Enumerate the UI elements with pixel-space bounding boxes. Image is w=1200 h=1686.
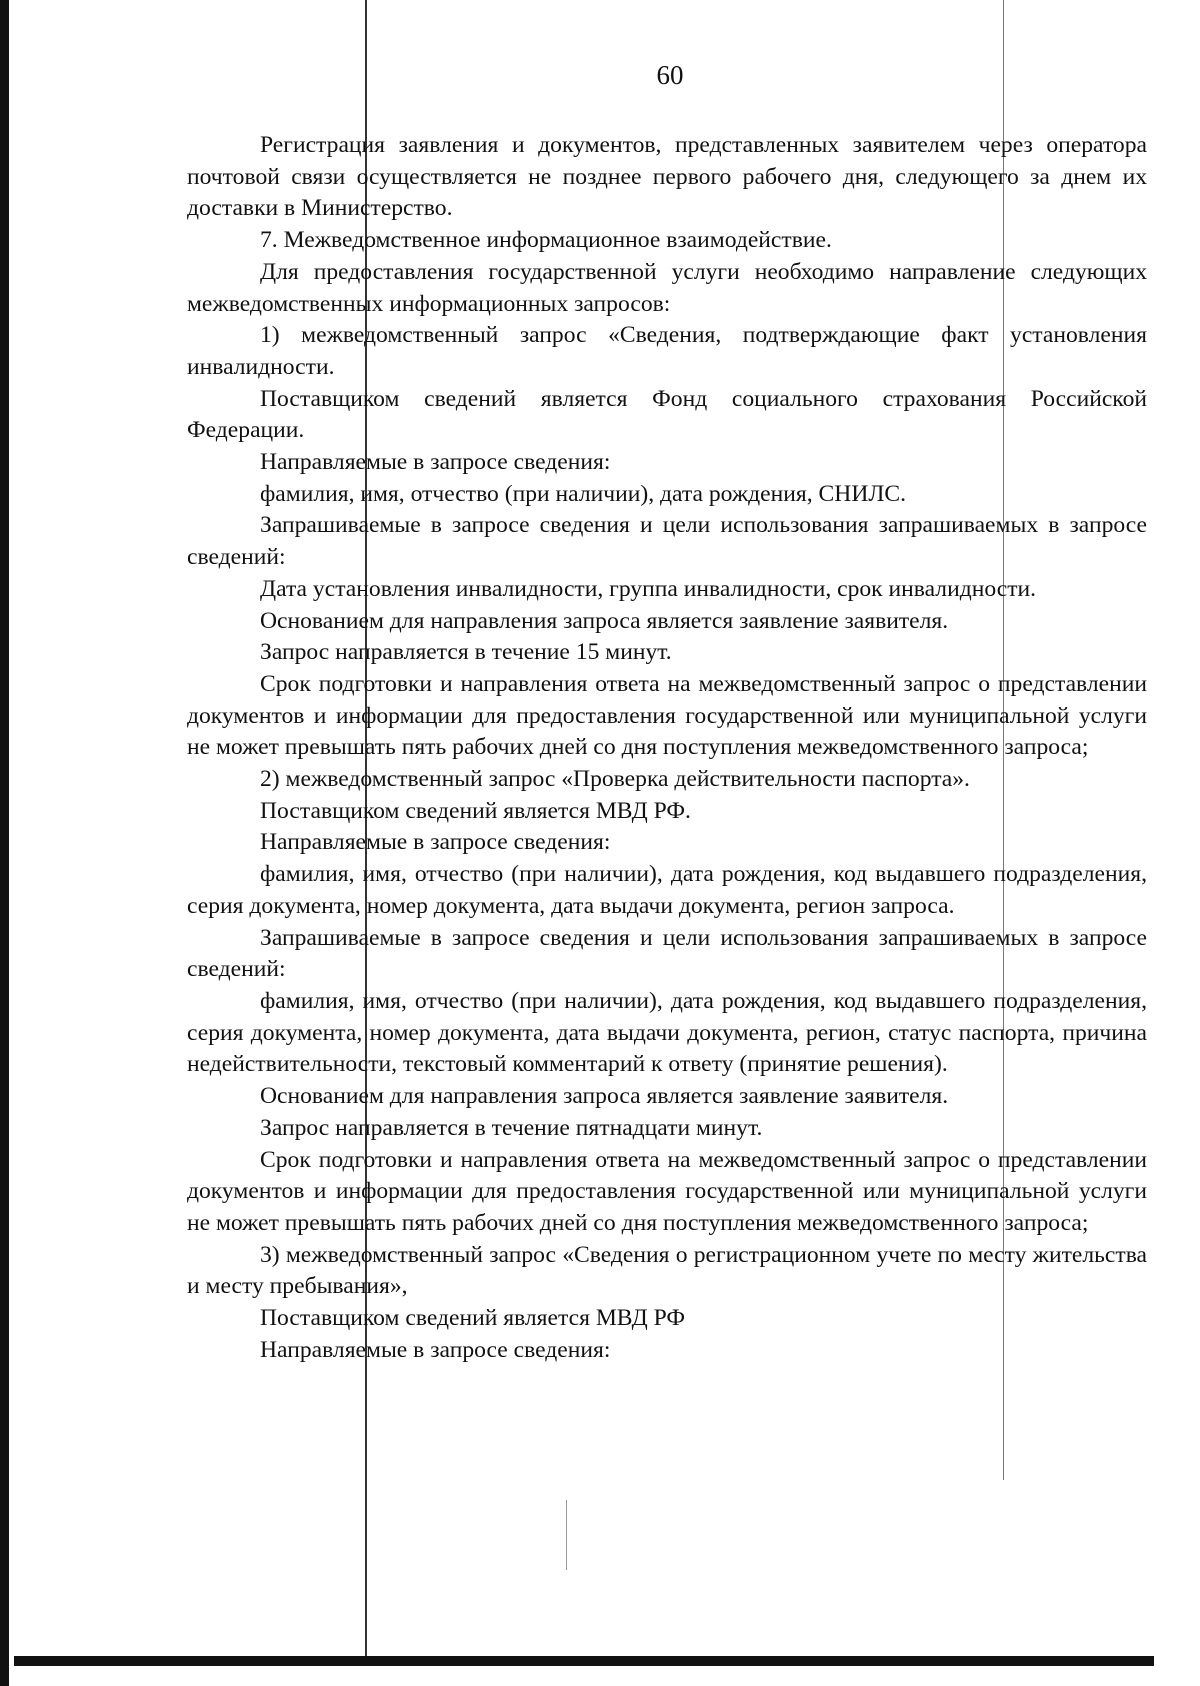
paragraph: 1) межведомственный запрос «Сведения, подтверждающие факт установления инвалидности.: [187, 322, 1147, 380]
paragraph: Поставщиком сведений является МВД РФ: [260, 1305, 685, 1332]
paragraph: Регистрация заявления и документов, представленных заявителем через оператора почтовой связи осуществляется не позднее первого рабочего дня, следующего за днем их доставки в Министерство.: [187, 132, 1147, 222]
paragraph: Дата установления инвалидности, группа инвалидности, срок инвалидности.: [260, 575, 1037, 602]
paragraph: фамилия, имя, отчество (при наличии), дата рождения, код выдавшего подразделения, серия документа, номер документа, дата выдачи документа, регион, статус паспорта, причина недействительности, текстовый комментарий к ответу (принятие решения).: [187, 987, 1147, 1078]
paragraph: фамилия, имя, отчество (при наличии), дата рождения, код выдавшего подразделения, серия документа, номер документа, дата выдачи документа, регион запроса.: [187, 861, 1147, 919]
scan-edge-left: [0, 0, 9, 1686]
paragraph: Основанием для направления запроса является заявление заявителя.: [260, 1083, 949, 1110]
scan-fold-line: [566, 1500, 567, 1570]
paragraph: Срок подготовки и направления ответа на межведомственный запрос о представлении документов и информации для предоставления государственной или муниципальной услуги не может превышать пять рабочих дней со дня поступления межведомственного запроса;: [187, 670, 1147, 761]
paragraph: Направляемые в запросе сведения:: [260, 449, 611, 476]
paragraph: Основанием для направления запроса является заявление заявителя.: [260, 607, 949, 634]
paragraph: Запрос направляется в течение 15 минут.: [260, 639, 672, 666]
page-number: 60: [656, 60, 684, 90]
paragraph: 2) межведомственный запрос «Проверка действительности паспорта».: [260, 766, 970, 793]
paragraph: Запрашиваемые в запросе сведения и цели использования запрашиваемых в запросе сведений:: [187, 924, 1147, 983]
paragraph: фамилия, имя, отчество (при наличии), дата рождения, СНИЛС.: [260, 480, 907, 507]
paragraph: Направляемые в запросе сведения:: [260, 1336, 611, 1363]
paragraph: Направляемые в запросе сведения:: [260, 829, 611, 856]
paragraph: Поставщиком сведений является Фонд социального страхования Российской Федерации.: [187, 385, 1147, 444]
paragraph: Запрашиваемые в запросе сведения и цели использования запрашиваемых в запросе сведений:: [187, 512, 1147, 571]
paragraph: Для предоставления государственной услуги необходимо направление следующих межведомственных информационных запросов:: [187, 258, 1147, 317]
paragraph: Срок подготовки и направления ответа на межведомственный запрос о представлении документов и информации для предоставления государственной или муниципальной услуги не может превышать пять рабочих дней со дня поступления межведомственного запроса;: [187, 1146, 1147, 1236]
paragraph: Запрос направляется в течение пятнадцати минут.: [260, 1114, 763, 1141]
paragraph: 3) межведомственный запрос «Сведения о регистрационном учете по месту жительства и месту пребывания»,: [187, 1241, 1147, 1300]
paragraph: Поставщиком сведений является МВД РФ.: [260, 797, 691, 824]
document-body: [187, 130, 1147, 1366]
paragraph: 7. Межведомственное информационное взаимодействие.: [260, 227, 832, 254]
scan-edge-bottom: [14, 1656, 1154, 1666]
